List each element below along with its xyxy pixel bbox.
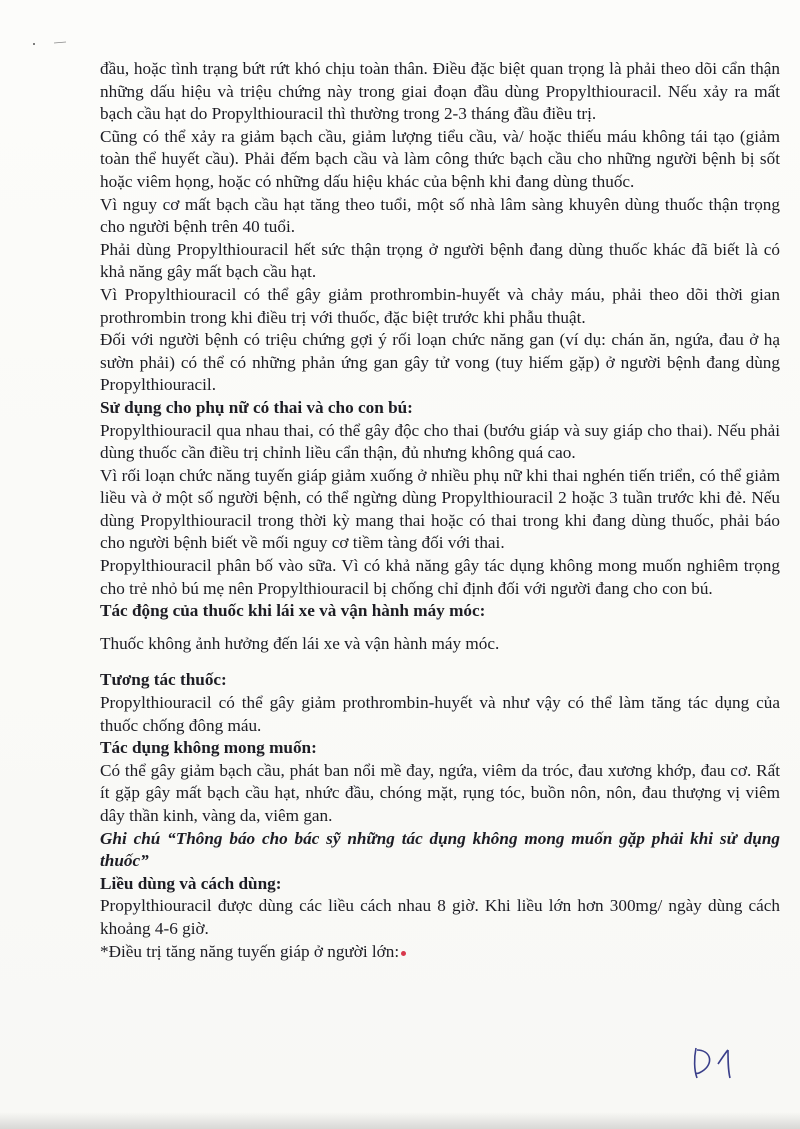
paragraph: Vì rối loạn chức năng tuyến giáp giảm xuống ở nhiều phụ nữ khi thai nghén tiến triển, có thể giảm liều và ở một số người bệnh, có thể ngừng dùng Propylthiouracil 2 hoặc 3 tuần trước khi đẻ. Nếu dùng Propylthiouracil trong thời kỳ mang thai hoặc có thai trong khi đang dùng thuốc, phải báo cho người bệnh biết về mối nguy cơ tiềm tàng đối với thai. (100, 465, 780, 553)
paragraph: Vì nguy cơ mất bạch cầu hạt tăng theo tuổi, một số nhà lâm sàng khuyên dùng thuốc thận trọng cho người bệnh trên 40 tuổi. (100, 194, 780, 237)
paragraph: Propylthiouracil qua nhau thai, có thể gây độc cho thai (bướu giáp và suy giáp cho thai). Nếu phải dùng thuốc cần điều trị chỉnh liều cẩn thận, đủ nhưng không quá cao. (100, 420, 780, 463)
paragraph: đầu, hoặc tình trạng bứt rứt khó chịu toàn thân. Điều đặc biệt quan trọng là phải theo dõi cẩn thận những dấu hiệu và triệu chứng này trong giai đoạn đầu dùng Propylthiouracil. Nếu xảy ra mất bạch cầu hạt do Propylthiouracil thì thường trong 2-3 tháng đầu điều trị. (100, 59, 780, 124)
section-heading: Tác dụng không mong muốn: (100, 738, 317, 758)
document-body (100, 58, 780, 963)
handwritten-initials-icon (688, 1040, 748, 1084)
paragraph: Cũng có thể xảy ra giảm bạch cầu, giảm lượng tiểu cầu, và/ hoặc thiếu máu không tái tạo (giảm toàn thể huyết cầu). Phải đếm bạch cầu và làm công thức bạch cầu cho những người bệnh bị sốt hoặc viêm họng, hoặc có những dấu hiệu khác của bệnh khi đang dùng thuốc. (100, 126, 780, 191)
paragraph: *Điều trị tăng năng tuyến giáp ở người lớn: (100, 941, 400, 961)
paragraph: Có thể gây giảm bạch cầu, phát ban nổi mề đay, ngứa, viêm da tróc, đau xương khớp, đau cơ. Rất ít gặp gây mất bạch cầu hạt, nhức đầu, chóng mặt, rụng tóc, buồn nôn, nôn, đau thượng vị viêm dây thần kinh, vàng da, viêm gan. (100, 760, 780, 825)
section-heading: Sử dụng cho phụ nữ có thai và cho con bú: (100, 397, 413, 417)
paragraph: Đối với người bệnh có triệu chứng gợi ý rối loạn chức năng gan (ví dụ: chán ăn, ngứa, đau ở hạ sườn phải) có thể có những phản ứng gan gây tử vong (tuy hiếm gặp) ở người bệnh đang dùng Propylthiouracil. (100, 330, 780, 395)
paragraph: Propylthiouracil có thể gây giảm prothrombin-huyết và như vậy có thể làm tăng tác dụng của thuốc chống đông máu. (100, 693, 780, 735)
note-text: Ghi chú “Thông báo cho bác sỹ những tác dụng không mong muốn gặp phải khi sử dụng thuốc” (100, 828, 780, 871)
paragraph: Propylthiouracil phân bố vào sữa. Vì có khả năng gây tác dụng không mong muốn nghiêm trọng cho trẻ nhỏ bú mẹ nên Propylthiouracil bị chống chỉ định đối với người đang cho con bú. (100, 556, 780, 598)
red-ink-dot-icon (401, 951, 406, 956)
paragraph: Phải dùng Propylthiouracil hết sức thận trọng ở người bệnh đang dùng thuốc khác đã biết là có khả năng gây mất bạch cầu hạt. (100, 239, 780, 282)
scan-speck-icon (30, 38, 70, 48)
scan-edge-shadow (0, 1112, 800, 1129)
paragraph: Vì Propylthiouracil có thể gây giảm prothrombin-huyết và chảy máu, phải theo dõi thời gian prothrombin trong khi điều trị với thuốc, đặc biệt trước khi phẫu thuật. (100, 284, 780, 327)
section-heading: Liều dùng và cách dùng: (100, 873, 282, 893)
section-heading: Tương tác thuốc: (100, 670, 227, 690)
section-heading: Tác động của thuốc khi lái xe và vận hành máy móc: (100, 601, 486, 621)
paragraph: Thuốc không ảnh hưởng đến lái xe và vận hành máy móc. (100, 633, 500, 653)
paragraph: Propylthiouracil được dùng các liều cách nhau 8 giờ. Khi liều lớn hơn 300mg/ ngày dùng cách khoảng 4-6 giờ. (100, 896, 780, 938)
